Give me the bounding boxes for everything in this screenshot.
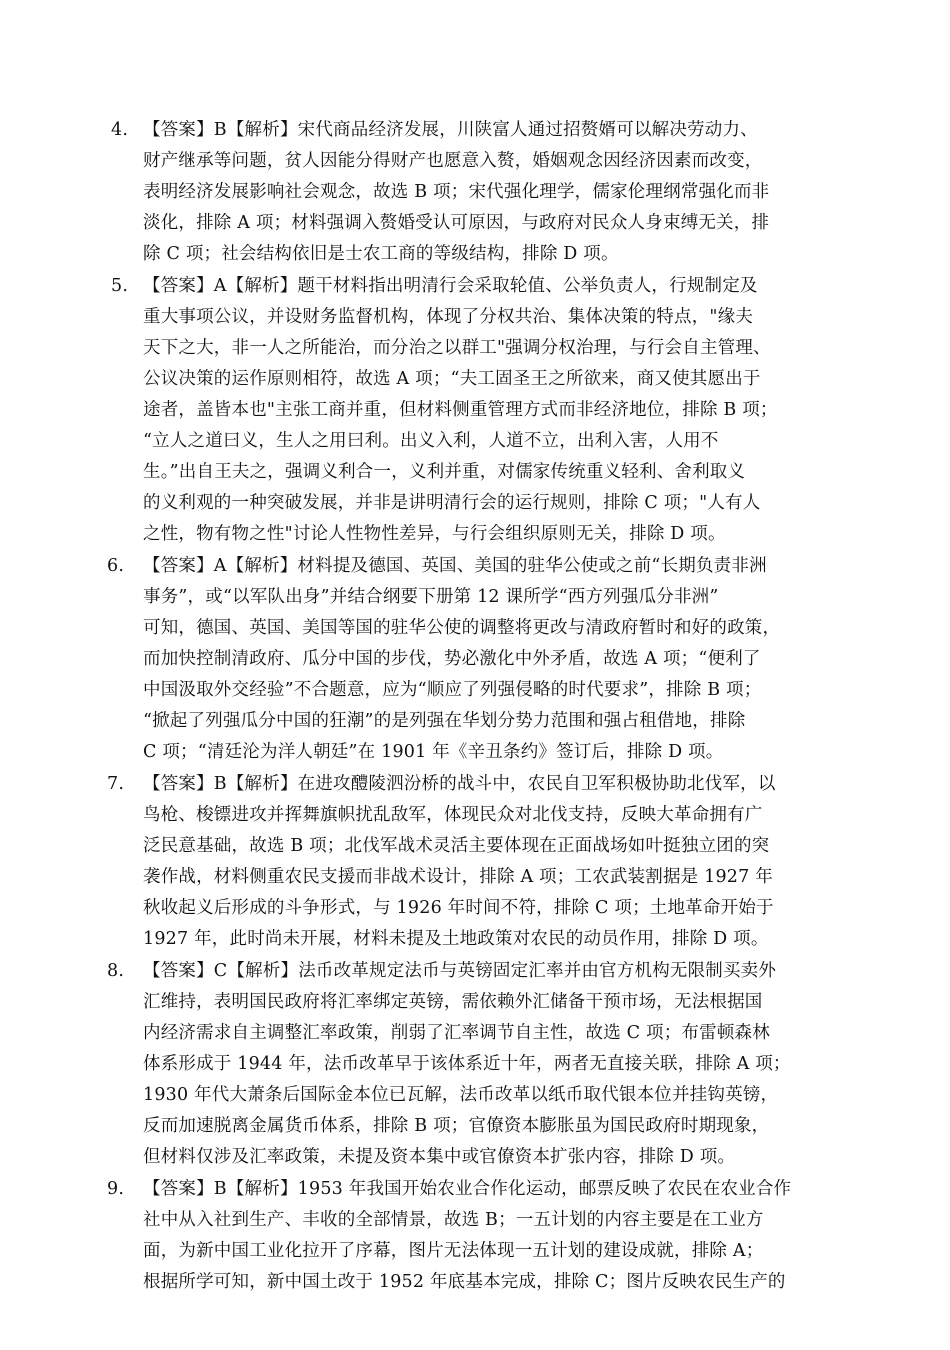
item-line: 秋收起义后形成的斗争形式，与 1926 年时间不符，排除 C 项；土地革命开始于 (143, 898, 774, 918)
item-line: 可知，德国、英国、美国等国的驻华公使的调整将更改与清政府暂时和好的政策， (143, 618, 781, 638)
answer-item-6 (107, 551, 855, 768)
item-line: 【答案】A【解析】材料提及德国、英国、美国的驻华公使或之前“长期负责非洲 (143, 556, 767, 576)
item-line: 天下之大，非一人之所能治，而分治之以群工"强调分权治理，与行会自主管理、 (143, 338, 771, 358)
item-line: 生。”出自王夫之，强调义利合一，义利并重，对儒家传统重义轻利、舍利取义 (143, 462, 746, 482)
item-line: 而加快控制清政府、瓜分中国的步伐，势必激化中外矛盾，故选 A 项；“便利了 (143, 649, 761, 669)
item-line: 公议决策的运作原则相符，故选 A 项；“夫工固圣王之所欲来，商又使其愿出于 (143, 369, 761, 389)
answer-item-5 (111, 271, 855, 550)
answer-item-8 (107, 956, 855, 1173)
item-line: 泛民意基础，故选 B 项；北伐军战术灵活主要体现在正面战场如叶挺独立团的突 (143, 836, 770, 856)
item-line: 内经济需求自主调整汇率政策，削弱了汇率调节自主性，故选 C 项；布雷顿森林 (143, 1023, 770, 1043)
item-line: 淡化，排除 A 项；材料强调入赘婚受认可原因，与政府对民众人身束缚无关，排 (143, 213, 770, 233)
item-line: 事务”，或“以军队出身”并结合纲要下册第 12 课所学“西方列强瓜分非洲” (143, 587, 719, 607)
item-line: 根据所学可知，新中国土改于 1952 年底基本完成，排除 C；图片反映农民生产的 (143, 1272, 786, 1292)
item-line: 重大事项公议，并设财务监督机构，体现了分权共治、集体决策的特点，"缘夫 (143, 307, 754, 327)
item-line: 体系形成于 1944 年，法币改革早于该体系近十年，两者无直接关联，排除 A 项； (143, 1054, 791, 1074)
item-line: 表明经济发展影响社会观念，故选 B 项；宋代强化理学，儒家伦理纲常强化而非 (143, 182, 770, 202)
item-line: 反而加速脱离金属货币体系，排除 B 项；官僚资本膨胀虽为国民政府时期现象， (143, 1116, 770, 1136)
item-line: C 项；“清廷沦为洋人朝廷”在 1901 年《辛丑条约》签订后，排除 D 项。 (143, 742, 724, 762)
item-line: 社中从入社到生产、丰收的全部情景，故选 B；一五计划的内容主要是在工业方 (143, 1210, 764, 1230)
item-number: 4. (111, 120, 129, 140)
item-line: 【答案】B【解析】1953 年我国开始农业合作化运动，邮票反映了农民在农业合作 (143, 1179, 792, 1199)
item-line: “立人之道曰义，生人之用曰利。出义入利，人道不立，出利入害，人用不 (143, 431, 719, 451)
item-line: 1930 年代大萧条后国际金本位已瓦解，法币改革以纸币取代银本位并挂钩英镑， (143, 1085, 779, 1105)
item-line: 【答案】B【解析】在进攻醴陵泗汾桥的战斗中，农民自卫军积极协助北伐军，以 (143, 774, 776, 794)
item-number: 9. (107, 1179, 125, 1199)
item-line: 但材料仅涉及汇率政策，未提及资本集中或官僚资本扩张内容，排除 D 项。 (143, 1147, 736, 1167)
item-line: 的义利观的一种突破发展，并非是讲明清行会的运行规则，排除 C 项；"人有人 (143, 493, 761, 513)
item-number: 8. (107, 961, 125, 981)
item-line: 【答案】A【解析】题干材料指出明清行会采取轮值、公举负责人，行规制定及 (143, 276, 758, 296)
item-line: 之性，物有物之性"讨论人性物性差异，与行会组织原则无关，排除 D 项。 (143, 524, 726, 544)
item-line: 中国汲取外交经验”不合题意，应为“顺应了列强侵略的时代要求”，排除 B 项； (143, 680, 762, 700)
item-line: 除 C 项；社会结构依旧是士农工商的等级结构，排除 D 项。 (143, 244, 619, 264)
item-line: 鸟枪、梭镖进攻并挥舞旗帜扰乱敌军，体现民众对北伐支持，反映大革命拥有广 (143, 805, 763, 825)
item-line: 【答案】C【解析】法币改革规定法币与英镑固定汇率并由官方机构无限制买卖外 (143, 961, 777, 981)
answer-item-4 (111, 115, 855, 270)
item-line: 汇维持，表明国民政府将汇率绑定英镑，需依赖外汇储备干预市场，无法根据国 (143, 992, 763, 1012)
answer-item-7 (107, 769, 855, 955)
item-line: 途者，盖皆本也"主张工商并重，但材料侧重管理方式而非经济地位，排除 B 项； (143, 400, 778, 420)
item-line: 面，为新中国工业化拉开了序幕，图片无法体现一五计划的建设成就，排除 A； (143, 1241, 764, 1261)
item-number: 5. (111, 276, 129, 296)
item-line: “掀起了列强瓜分中国的狂潮”的是列强在华划分势力范围和强占租借地，排除 (143, 711, 746, 731)
item-line: 袭作战，材料侧重农民支援而非战术设计，排除 A 项；工农武装割据是 1927 年 (143, 867, 773, 887)
item-line: 【答案】B【解析】宋代商品经济发展，川陕富人通过招赘婿可以解决劳动力、 (143, 120, 758, 140)
answer-item-9 (107, 1174, 855, 1298)
item-line: 1927 年，此时尚未开展，材料未提及土地政策对农民的动员作用，排除 D 项。 (143, 929, 769, 949)
item-number: 6. (107, 556, 125, 576)
item-number: 7. (107, 774, 125, 794)
item-line: 财产继承等问题，贫人因能分得财产也愿意入赘，婚姻观念因经济因素而改变， (143, 151, 763, 171)
